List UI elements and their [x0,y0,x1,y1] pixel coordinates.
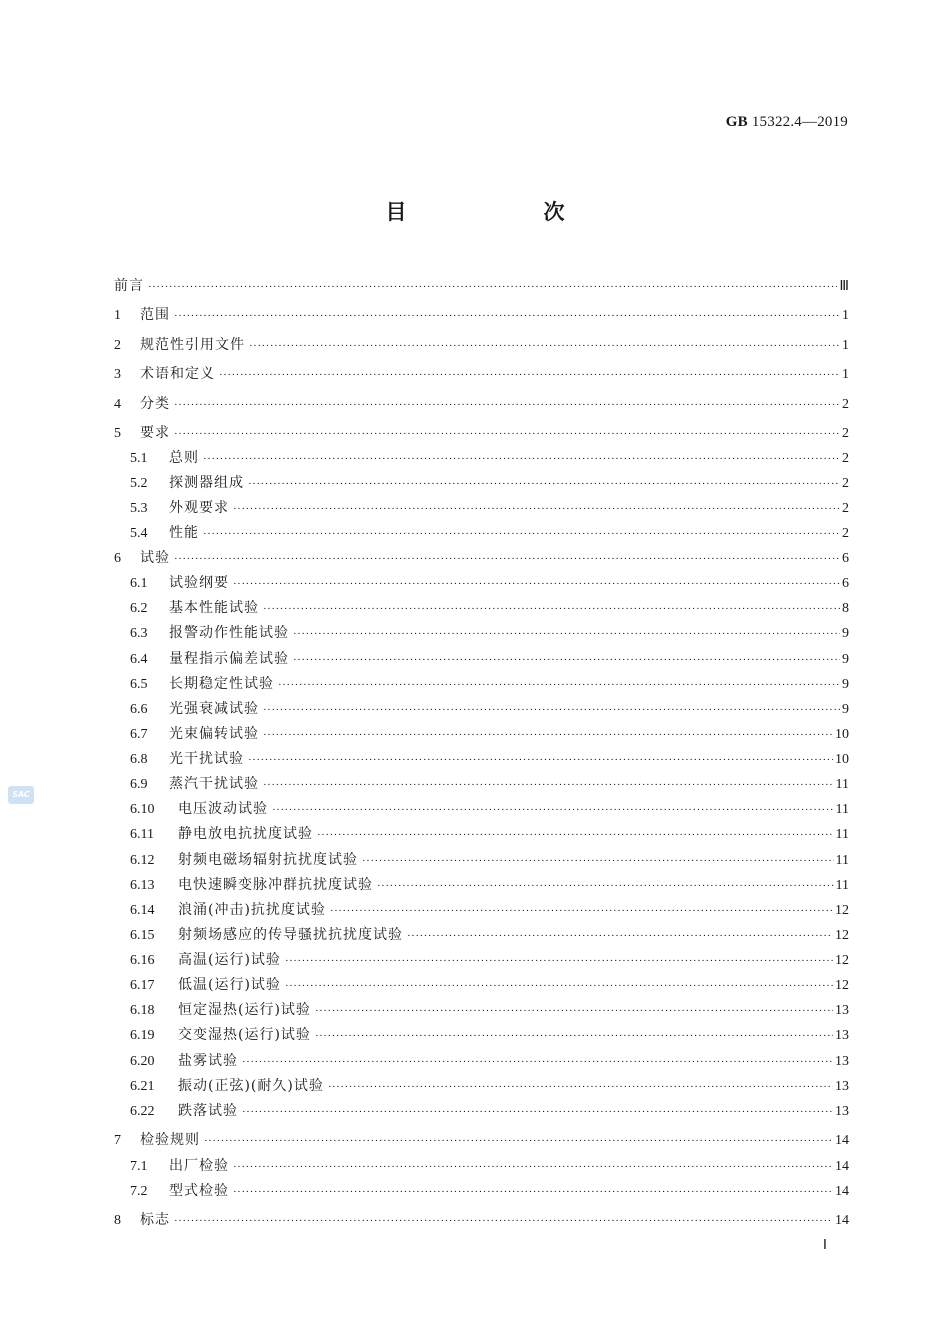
toc-entry-page: 1 [842,367,849,382]
toc-leader-dots [233,1155,833,1179]
toc-entry-number: 5.4 [130,526,148,541]
toc-entry-page: 13 [835,1054,849,1069]
toc-leader-dots [233,1180,833,1204]
toc-entry-number: 6.21 [130,1079,155,1094]
toc-entry[interactable] [114,392,849,416]
toc-leader-dots [293,648,840,672]
toc-entry-page: 12 [835,928,849,943]
toc-leader-dots [285,974,833,998]
toc-entry-number: 6.8 [130,752,148,767]
toc-entry-page: 11 [835,827,849,842]
toc-entry-title: 光强衰减试验 [169,701,259,717]
toc-entry-page: 6 [842,576,849,591]
toc-entry-title: 光束偏转试验 [169,726,259,742]
toc-entry[interactable] [130,848,849,872]
toc-leader-dots [203,522,840,546]
toc-entry-title: 范围 [140,307,170,323]
toc-entry-number: 6.11 [130,827,154,842]
toc-entry-page: 12 [835,903,849,918]
toc-entry-number: 6.13 [130,878,155,893]
toc-entry-title: 试验 [140,550,170,566]
toc-entry-title: 术语和定义 [140,366,215,382]
toc-entry-number: 6.15 [130,928,155,943]
toc-entry-title: 射频场感应的传导骚扰抗扰度试验 [178,927,403,943]
toc-entry[interactable] [130,797,849,821]
toc-entry-number: 6.2 [130,601,148,616]
toc-entry-page: 14 [835,1159,849,1174]
toc-entry-page: 1 [842,308,849,323]
toc-entry-page: 12 [835,978,849,993]
toc-entry-page: 2 [842,426,849,441]
toc-entry[interactable] [130,596,849,620]
toc-leader-dots [315,1024,833,1048]
toc-entry[interactable] [130,822,849,846]
toc-entry[interactable] [130,898,849,922]
toc-entry-number: 6 [114,551,121,566]
toc-entry-number: 1 [114,308,121,323]
toc-entry-page: 11 [835,802,849,817]
toc-entry-number: 4 [114,397,121,412]
toc-entry-number: 5.3 [130,501,148,516]
toc-entry-title: 长期稳定性试验 [169,676,274,692]
toc-entry-title: 浪涌(冲击)抗扰度试验 [178,902,326,918]
toc-entry-title: 试验纲要 [169,575,229,591]
toc-entry-page: 6 [842,551,849,566]
toc-entry-page: 11 [835,878,849,893]
toc-leader-dots [204,1129,833,1153]
toc-entry[interactable] [114,362,849,386]
toc-entry-number: 7 [114,1133,121,1148]
toc-entry[interactable] [114,303,849,327]
toc-entry-page: 14 [835,1133,849,1148]
toc-entry-page: 10 [835,752,849,767]
toc-entry-title: 交变湿热(运行)试验 [178,1027,311,1043]
toc-entry-title: 规范性引用文件 [140,337,245,353]
toc-entry-page: 14 [835,1184,849,1199]
toc-entry[interactable] [114,421,849,445]
toc-leader-dots [272,798,834,822]
toc-leader-dots [328,1075,833,1099]
toc-entry[interactable] [130,521,849,545]
sac-watermark-logo: SAC [8,786,34,804]
toc-entry-number: 6.16 [130,953,155,968]
toc-entry-title: 静电放电抗扰度试验 [178,826,313,842]
toc-entry-title: 高温(运行)试验 [178,952,281,968]
toc-entry-title: 振动(正弦)(耐久)试验 [178,1078,324,1094]
toc-entry-title: 性能 [169,525,199,541]
toc-leader-dots [174,393,840,417]
toc-entry[interactable] [130,772,849,796]
toc-entry-number: 8 [114,1213,121,1228]
toc-entry-title: 标志 [140,1212,170,1228]
toc-entry[interactable] [114,1128,849,1152]
toc-entry-number: 5.1 [130,451,148,466]
toc-leader-dots [263,723,833,747]
toc-entry-number: 6.7 [130,727,148,742]
toc-entry-page: 2 [842,476,849,491]
toc-leader-dots [407,924,833,948]
toc-entry[interactable] [114,546,849,570]
toc-entry-number: 2 [114,338,121,353]
toc-entry-title: 量程指示偏差试验 [169,651,289,667]
toc-entry-title: 报警动作性能试验 [169,625,289,641]
toc-entry-page: 11 [835,777,849,792]
toc-entry-title: 射频电磁场辐射抗扰度试验 [178,852,358,868]
toc-leader-dots [242,1100,833,1124]
toc-entry-page: 2 [842,526,849,541]
toc-entry[interactable] [130,1179,849,1203]
toc-leader-dots [248,472,840,496]
standard-prefix: GB [725,114,748,130]
toc-entry-page: 10 [835,727,849,742]
toc-entry-title: 前言 [114,278,144,294]
toc-entry[interactable] [130,647,849,671]
toc-entry-title: 电快速瞬变脉冲群抗扰度试验 [178,877,373,893]
toc-leader-dots [278,673,840,697]
toc-entry-page: 9 [842,652,849,667]
toc-entry[interactable] [114,274,849,298]
toc-entry-title: 电压波动试验 [178,801,268,817]
toc-entry-title: 恒定湿热(运行)试验 [178,1002,311,1018]
toc-entry[interactable] [130,1023,849,1047]
toc-entry-number: 6.14 [130,903,155,918]
toc-entry-page: 13 [835,1028,849,1043]
toc-entry[interactable] [130,1049,849,1073]
toc-leader-dots [233,572,840,596]
standard-number: 15322.4—2019 [751,114,848,130]
toc-entry-page: 13 [835,1104,849,1119]
toc-entry-title: 基本性能试验 [169,600,259,616]
toc-entry-page: 9 [842,677,849,692]
toc-entry-number: 5.2 [130,476,148,491]
toc-leader-dots [377,874,834,898]
toc-entry[interactable] [114,1208,849,1232]
toc-leader-dots [317,823,834,847]
toc-entry-title: 要求 [140,425,170,441]
toc-entry-number: 6.6 [130,702,148,717]
toc-leader-dots [330,899,833,923]
toc-entry-title: 检验规则 [140,1132,200,1148]
toc-entry-page: 2 [842,451,849,466]
toc-entry[interactable] [114,333,849,357]
toc-leader-dots [263,698,840,722]
toc-entry[interactable] [130,1074,849,1098]
toc-heading: 目 次 [385,200,623,224]
toc-entry-title: 型式检验 [169,1183,229,1199]
toc-leader-dots [263,597,840,621]
toc-entry[interactable] [130,697,849,721]
toc-entry-title: 光干扰试验 [169,751,244,767]
toc-entry-number: 6.19 [130,1028,155,1043]
toc-entry-page: 13 [835,1003,849,1018]
toc-entry-title: 总则 [169,450,199,466]
toc-entry-title: 蒸汽干扰试验 [169,776,259,792]
toc-entry[interactable] [130,446,849,470]
toc-entry-page: 9 [842,626,849,641]
toc-entry-title: 探测器组成 [169,475,244,491]
toc-entry-number: 6.5 [130,677,148,692]
toc-entry[interactable] [130,873,849,897]
toc-entry-title: 盐雾试验 [178,1053,238,1069]
toc-entry-number: 6.18 [130,1003,155,1018]
toc-leader-dots [242,1050,833,1074]
toc-entry-number: 7.2 [130,1184,148,1199]
toc-leader-dots [174,547,840,571]
toc-entry[interactable] [130,496,849,520]
toc-entry[interactable] [130,471,849,495]
toc-entry-page: 2 [842,501,849,516]
toc-entry-number: 7.1 [130,1159,148,1174]
page-folio: Ⅰ [822,1238,828,1253]
toc-entry[interactable] [130,722,849,746]
toc-entry-number: 6.1 [130,576,148,591]
toc-leader-dots [293,622,840,646]
toc-entry-number: 6.3 [130,626,148,641]
toc-entry-number: 6.9 [130,777,148,792]
toc-leader-dots [174,1209,833,1233]
toc-leader-dots [248,748,833,772]
toc-leader-dots [263,773,834,797]
toc-entry-page: 14 [835,1213,849,1228]
toc-entry[interactable] [130,948,849,972]
toc-entry-page: 11 [835,853,849,868]
toc-entry-title: 分类 [140,396,170,412]
toc-leader-dots [249,334,840,358]
toc-leader-dots [362,849,834,873]
toc-leader-dots [174,422,840,446]
toc-entry[interactable] [130,923,849,947]
toc-entry-title: 跌落试验 [178,1103,238,1119]
toc-entry-page: 2 [842,397,849,412]
toc-entry[interactable] [130,973,849,997]
toc-leader-dots [219,363,840,387]
toc-entry[interactable] [130,747,849,771]
toc-leader-dots [315,999,833,1023]
toc-entry-number: 6.4 [130,652,148,667]
toc-entry-title: 外观要求 [169,500,229,516]
toc-leader-dots [285,949,833,973]
toc-entry-title: 出厂检验 [169,1158,229,1174]
toc-entry[interactable] [130,1154,849,1178]
toc-entry-page: 13 [835,1079,849,1094]
toc-entry-page: Ⅲ [839,279,849,294]
toc-entry-number: 6.22 [130,1104,155,1119]
toc-entry-number: 3 [114,367,121,382]
toc-leader-dots [233,497,840,521]
toc-entry-page: 12 [835,953,849,968]
toc-entry-page: 9 [842,702,849,717]
toc-entry-number: 6.10 [130,802,155,817]
toc-entry-number: 5 [114,426,121,441]
toc-entry-number: 6.12 [130,853,155,868]
toc-entry[interactable] [130,1099,849,1123]
toc-entry[interactable] [130,621,849,645]
toc-leader-dots [174,304,840,328]
toc-entry-page: 8 [842,601,849,616]
toc-entry-number: 6.17 [130,978,155,993]
toc-leader-dots [203,447,840,471]
toc-entry[interactable] [130,998,849,1022]
toc-leader-dots [148,275,837,299]
toc-entry[interactable] [130,672,849,696]
toc-entry[interactable] [130,571,849,595]
toc-entry-title: 低温(运行)试验 [178,977,281,993]
toc-entry-number: 6.20 [130,1054,155,1069]
toc-entry-page: 1 [842,338,849,353]
